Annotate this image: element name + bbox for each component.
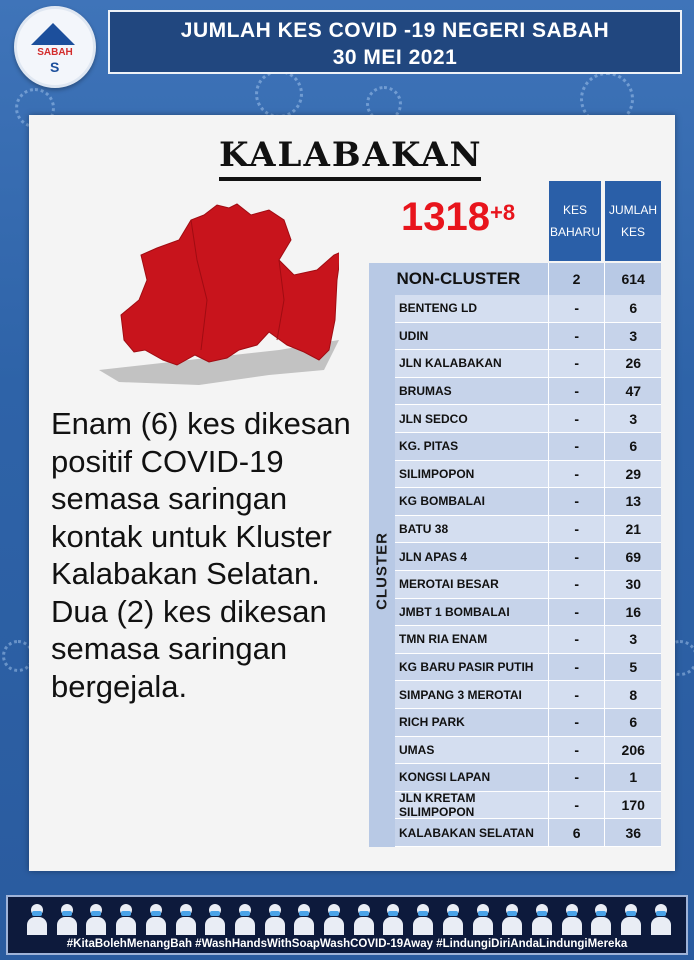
- cluster-jumlah-kes: 8: [604, 681, 661, 708]
- frontliner-person-icon: [115, 903, 137, 935]
- cluster-name: JLN KALABAKAN: [399, 356, 502, 371]
- cluster-kes-baharu: -: [548, 350, 605, 377]
- cluster-name: UMAS: [399, 742, 435, 757]
- cluster-jumlah-kes: 69: [604, 543, 661, 570]
- cluster-kes-baharu: -: [548, 737, 605, 764]
- cluster-name: BRUMAS: [399, 384, 452, 399]
- table-row: [395, 461, 661, 489]
- cluster-name: KG BOMBALAI: [399, 494, 485, 509]
- cluster-kes-baharu: -: [548, 626, 605, 653]
- table-row: [395, 709, 661, 737]
- cluster-name: JLN SEDCO: [399, 411, 468, 426]
- cluster-name: SILIMPOPON: [399, 466, 475, 481]
- cluster-name: MEROTAI BESAR: [399, 577, 499, 592]
- non-cluster-row: [369, 263, 661, 295]
- table-row: [395, 764, 661, 792]
- logo-text: SABAH: [37, 47, 73, 58]
- non-cluster-label: NON-CLUSTER: [396, 269, 521, 288]
- cluster-name: BENTENG LD: [399, 301, 477, 316]
- cluster-kes-baharu: -: [548, 405, 605, 432]
- table-row: [395, 626, 661, 654]
- cluster-name: KALABAKAN SELATAN: [399, 825, 534, 840]
- total-value: 1318: [401, 195, 490, 239]
- district-title: KALABAKAN: [219, 135, 481, 181]
- cluster-kes-baharu: 6: [548, 819, 605, 846]
- total-new: +8: [489, 200, 516, 225]
- cluster-name: BATU 38: [399, 522, 449, 537]
- frontliner-person-icon: [442, 903, 464, 935]
- frontliner-person-icon: [234, 903, 256, 935]
- cluster-kes-baharu: -: [548, 516, 605, 543]
- cluster-name: KONGSI LAPAN: [399, 770, 491, 785]
- frontliner-person-icon: [501, 903, 523, 935]
- mountain-icon: [31, 23, 75, 45]
- header-banner: [108, 10, 682, 74]
- table-row: [395, 405, 661, 433]
- cluster-name: JLN APAS 4: [399, 549, 468, 564]
- cluster-kes-baharu: -: [548, 792, 605, 819]
- table-row: [395, 323, 661, 351]
- table-row: [395, 488, 661, 516]
- header-kes-baharu: KES BAHARU: [549, 181, 601, 261]
- cluster-jumlah-kes: 47: [604, 378, 661, 405]
- cluster-jumlah-kes: 29: [604, 461, 661, 488]
- cluster-kes-baharu: -: [548, 681, 605, 708]
- cluster-table: [395, 295, 661, 847]
- cluster-jumlah-kes: 206: [604, 737, 661, 764]
- cluster-jumlah-kes: 6: [604, 295, 661, 322]
- cluster-kes-baharu: -: [548, 378, 605, 405]
- cluster-kes-baharu: -: [548, 488, 605, 515]
- cluster-kes-baharu: -: [548, 654, 605, 681]
- main-panel: [29, 115, 675, 871]
- cluster-name: TMN RIA ENAM: [399, 632, 488, 647]
- cluster-name: KG. PITAS: [399, 439, 459, 454]
- district-map-icon: [79, 200, 339, 400]
- frontliner-person-icon: [145, 903, 167, 935]
- frontliner-person-icon: [323, 903, 345, 935]
- table-row: [395, 819, 661, 847]
- cluster-jumlah-kes: 1: [604, 764, 661, 791]
- cluster-jumlah-kes: 26: [604, 350, 661, 377]
- footer-hashtags: #KitaBolehMenangBah #WashHandsWithSoapWashCOVID-19Away #LindungiDiriAndaLindungiMereka: [66, 938, 628, 950]
- header-date: 30 MEI 2021: [332, 46, 458, 69]
- table-row: [395, 654, 661, 682]
- cluster-name: SIMPANG 3 MEROTAI: [399, 687, 522, 702]
- frontliner-person-icon: [382, 903, 404, 935]
- cluster-jumlah-kes: 13: [604, 488, 661, 515]
- cluster-name: UDIN: [399, 328, 429, 343]
- frontliner-person-icon: [175, 903, 197, 935]
- cluster-kes-baharu: -: [548, 461, 605, 488]
- cluster-jumlah-kes: 3: [604, 405, 661, 432]
- cluster-kes-baharu: -: [548, 295, 605, 322]
- cluster-label-column: [369, 295, 395, 847]
- cluster-name: JLN KRETAM SILIMPOPON: [399, 790, 476, 819]
- cluster-jumlah-kes: 170: [604, 792, 661, 819]
- cluster-jumlah-kes: 16: [604, 599, 661, 626]
- table-row: [395, 681, 661, 709]
- table-row: [395, 516, 661, 544]
- cluster-jumlah-kes: 3: [604, 323, 661, 350]
- logo-s-icon: S: [50, 59, 60, 75]
- frontliner-person-icon: [264, 903, 286, 935]
- cluster-kes-baharu: -: [548, 764, 605, 791]
- frontliner-person-icon: [620, 903, 642, 935]
- description-text: Enam (6) kes dikesan positif COVID-19 semasa saringan kontak untuk Kluster Kalabakan Selatan. Dua (2) kes dikesan semasa saringan bergejala.: [51, 406, 351, 704]
- table-row: [395, 571, 661, 599]
- cluster-jumlah-kes: 30: [604, 571, 661, 598]
- frontliner-person-icon: [85, 903, 107, 935]
- cluster-jumlah-kes: 6: [604, 433, 661, 460]
- table-row: [395, 792, 661, 820]
- cluster-name: KG BARU PASIR PUTIH: [399, 660, 534, 675]
- table-row: [395, 378, 661, 406]
- cluster-kes-baharu: -: [548, 433, 605, 460]
- frontliner-person-icon: [590, 903, 612, 935]
- table-row: [395, 737, 661, 765]
- cluster-kes-baharu: -: [548, 599, 605, 626]
- header-title: JUMLAH KES COVID -19 NEGERI SABAH: [180, 19, 610, 42]
- frontliner-icons: [26, 903, 672, 935]
- cluster-jumlah-kes: 5: [604, 654, 661, 681]
- table-row: [395, 350, 661, 378]
- frontliner-person-icon: [353, 903, 375, 935]
- virus-decoration: [255, 70, 303, 118]
- frontliner-person-icon: [412, 903, 434, 935]
- frontliner-person-icon: [26, 903, 48, 935]
- cluster-kes-baharu: -: [548, 709, 605, 736]
- footer-banner: [6, 895, 688, 955]
- cluster-jumlah-kes: 36: [604, 819, 661, 846]
- cluster-name: RICH PARK: [399, 715, 465, 730]
- frontliner-person-icon: [293, 903, 315, 935]
- non-cluster-jumlah: 614: [604, 263, 661, 295]
- cluster-jumlah-kes: 3: [604, 626, 661, 653]
- cluster-name: JMBT 1 BOMBALAI: [399, 604, 510, 619]
- sabah-logo: [14, 6, 96, 88]
- cluster-kes-baharu: -: [548, 571, 605, 598]
- cluster-jumlah-kes: 6: [604, 709, 661, 736]
- table-row: [395, 599, 661, 627]
- frontliner-person-icon: [561, 903, 583, 935]
- frontliner-person-icon: [650, 903, 672, 935]
- frontliner-person-icon: [204, 903, 226, 935]
- cluster-label: CLUSTER: [373, 532, 391, 610]
- cluster-kes-baharu: -: [548, 543, 605, 570]
- frontliner-person-icon: [531, 903, 553, 935]
- table-row: [395, 295, 661, 323]
- total-cases: [401, 197, 515, 237]
- frontliner-person-icon: [56, 903, 78, 935]
- cluster-kes-baharu: -: [548, 323, 605, 350]
- frontliner-person-icon: [472, 903, 494, 935]
- cluster-jumlah-kes: 21: [604, 516, 661, 543]
- header-jumlah-kes: JUMLAH KES: [605, 181, 661, 261]
- table-row: [395, 433, 661, 461]
- table-row: [395, 543, 661, 571]
- non-cluster-baharu: 2: [548, 263, 605, 295]
